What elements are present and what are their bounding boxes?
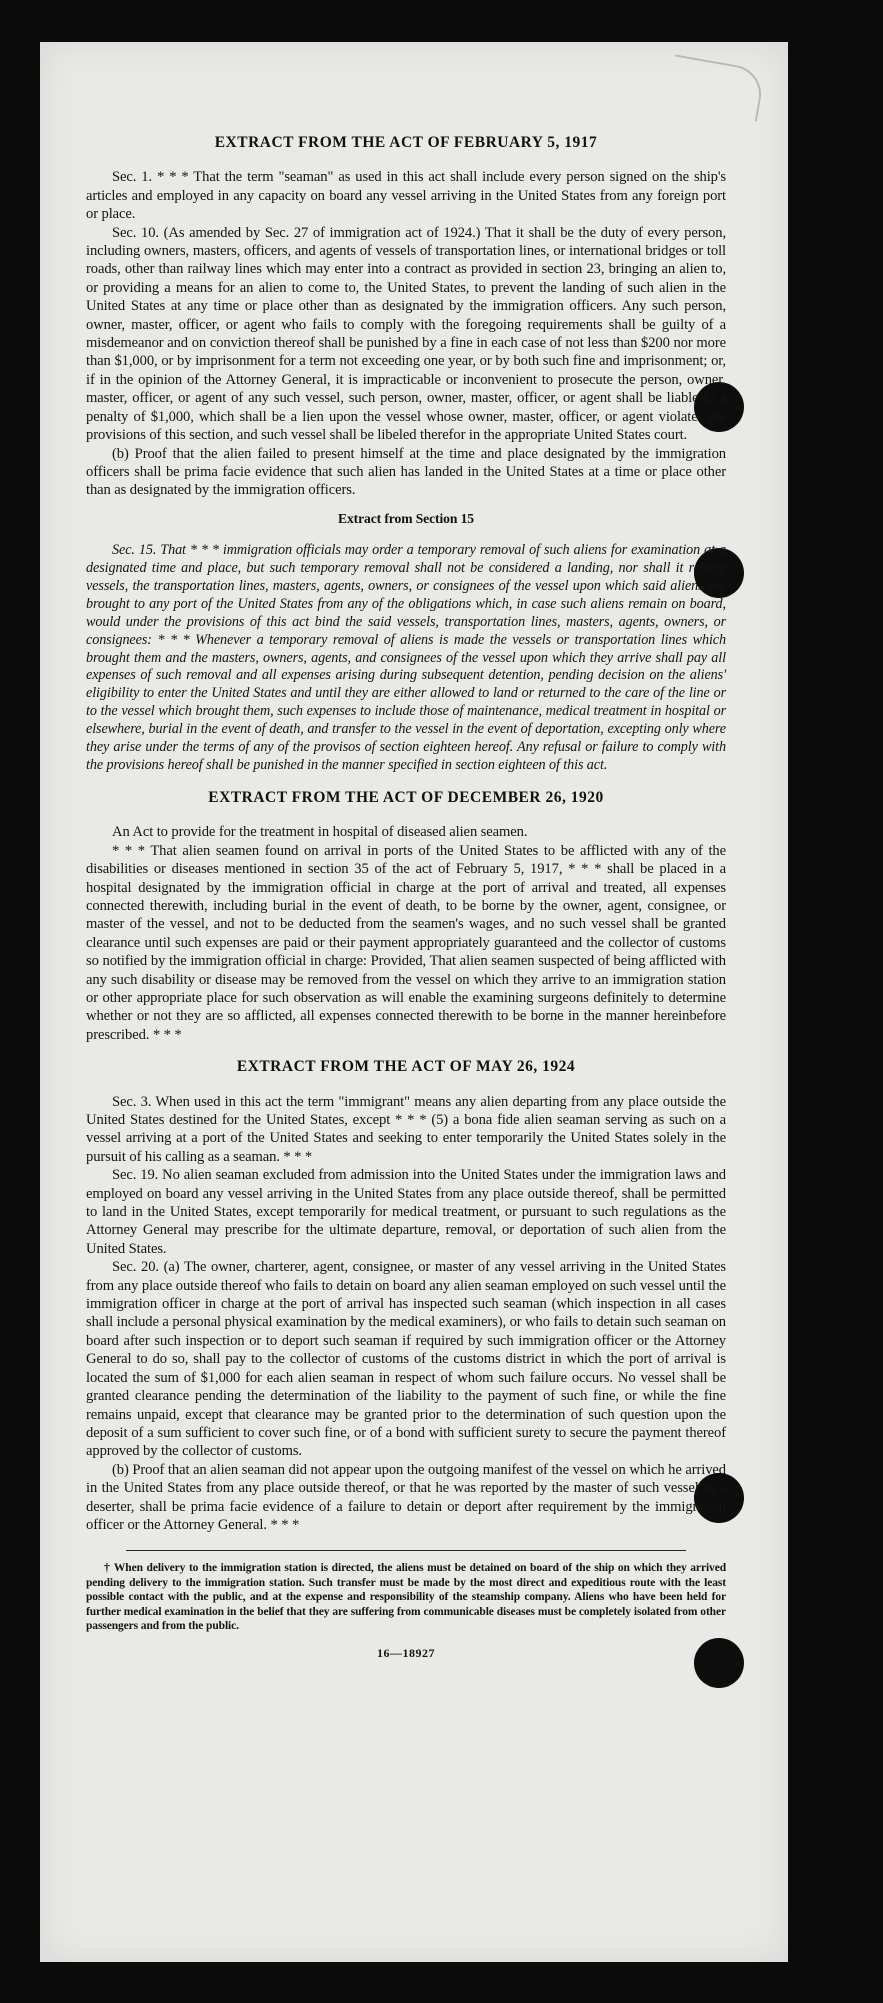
heading-act-1917: EXTRACT FROM THE ACT OF FEBRUARY 5, 1917	[214, 134, 598, 151]
paragraph-sec20b: (b) Proof that an alien seaman did not appear upon the outgoing manifest of the vessel on which he arrived in the United States from any place outside thereof, or that he was reported by the master of such vessel as a deserter, shall be prima facie evidence of a failure to detain or deport after requirement by the immigration officer or the Attorney General. * * *	[86, 1461, 726, 1533]
paragraph-sec10: Sec. 10. (As amended by Sec. 27 of immigration act of 1924.) That it shall be the duty of every person, including owners, masters, officers, and agents of vessels of transportation lines, or international bridges or toll roads, other than railway lines which may enter into a contract as provided in section 23, bringing an alien to, or providing a means for an alien to come to, the United States, to prevent the landing of such alien in the United States at any time or place other than as designated by the immigration officers. Any such person, owner, master, officer, or agent who fails to comply with the foregoing requirements shall be guilty of a misdemeanor and on conviction thereof shall be punished by a fine in each case of not less than $200 nor more than $1,000, or by imprisonment for a term not exceeding one year, or by both such fine and imprisonment; or, if in the opinion of the Attorney General, it is impracticable or inconvenient to prosecute the person, owner, master, officer, or agent of any such vessel, such person, owner, master, officer, or agent shall be liable to a penalty of $1,000, which shall be a lien upon the vessel whose owner, master, officer, or agent violates the provisions of this section, and such vessel shall be libeled therefor in the appropriate United States court.	[86, 224, 726, 444]
heading-act-1920: EXTRACT FROM THE ACT OF DECEMBER 26, 1920	[208, 788, 604, 806]
paragraph-sec3: Sec. 3. When used in this act the term "immigrant" means any alien departing from any place outside the United States destined for the United States, except * * * (5) a bona fide alien seaman serving as such on a vessel arriving at a port of the United States and seeking to enter temporarily the United States solely in the pursuit of his calling as a seaman. * * *	[86, 1093, 726, 1165]
paragraph-sec20a: Sec. 20. (a) The owner, charterer, agent, consignee, or master of any vessel arriving in the United States from any place outside thereof who fails to detain on board any alien seaman employed on such vessel until the immigration officer in charge at the port of arrival has inspected such seaman (which inspection in all cases shall include a personal physical examination by the medical examiners), or who fails to detain such seaman on board after such inspection or to deport such seaman if required by such immigration officer or the Attorney General to do so, shall pay to the collector of customs of the customs district in which the port of arrival is located the sum of $1,000 for each alien seaman in respect of whom such failure occurs. No vessel shall be granted clearance pending the determination of the liability to the payment of such fine, or while the fine remains unpaid, except that clearance may be granted prior to the determination of such question upon the deposit of a sum sufficient to cover such fine, or of a bond with sufficient surety to secure the payment thereof approved by the collector of customs.	[86, 1259, 726, 1460]
paragraph-sec15: Sec. 15. That * * * immigration officials may order a temporary removal of such aliens for examination at a designated time and place, but such temporary removal shall not be considered a landing, nor shall it relieve vessels, the transportation lines, masters, agents, owners, or consignees of the vessel upon which said aliens are brought to any port of the United States from any of the obligations which, in case such aliens remain on board, would under the provisions of this act bind the said vessels, transportation lines, masters, agents, owners, or consignees: * * * Whenever a temporary removal of aliens is made the vessels or transportation lines which brought them and the masters, owners, agents, and consignees of the vessel upon which they arrive shall pay all expenses of such removal and all expenses arising during subsequent detention, pending decision on the aliens' eligibility to enter the United States and until they are either allowed to land or returned to the care of the line or to the vessel which brought them, such expenses to include those of maintenance, medical treatment in hospital or elsewhere, burial in the event of death, and transfer to the vessel in the event of deportation, excepting only where they arise under the terms of any of the provisos of section eighteen hereof. Any refusal or failure to comply with the provisions hereof shall be punished in the manner specified in section eighteen of this act.	[86, 542, 726, 773]
footnote: † When delivery to the immigration station is directed, the aliens must be detained on board of the ship on which they arrived pending delivery to the immigration station. Such transfer must be made by the most direct and expeditious route with the least possible contact with the public, and at the expense and responsibility of the steamship company. Aliens who have been held for further medical examination in the belief that they are suffering from communicable diseases must be completely isolated from other passengers and from the public.	[86, 1562, 726, 1633]
corner-mark	[666, 54, 766, 121]
paragraph-sec1: Sec. 1. * * * That the term "seaman" as used in this act shall include every person signed on the ship's articles and employed in any capacity on board any vessel arriving in the United States from any foreign port or place.	[86, 169, 726, 223]
heading-act-1924: EXTRACT FROM THE ACT OF MAY 26, 1924	[236, 1058, 576, 1076]
paragraph-sec10b: (b) Proof that the alien failed to present himself at the time and place designated by the immigration officers shall be prima facie evidence that such alien has landed in the United States at a time or place other than as designated by the immigration officers.	[86, 445, 726, 499]
paragraph-sec19: Sec. 19. No alien seaman excluded from admission into the United States under the immigration laws and employed on board any vessel arriving in the United States from any place outside thereof, shall be permitted to land in the United States, except temporarily for medical treatment, or pursuant to such regulations as the Attorney General may prescribe for the ultimate departure, removal, or deportation of such alien from the United States.	[86, 1167, 726, 1257]
document-body	[86, 134, 726, 1662]
paragraph-1920-body: * * * That alien seamen found on arrival in ports of the United States to be afflicted with any of the disabilities or diseases mentioned in section 35 of the act of February 5, 1917, * * * shall be placed in a hospital designated by the immigration official in charge at the port of arrival and treated, all expenses connected therewith, including burial in the event of death, to be borne by the owner, agent, consignee, or master of the vessel, and not to be deducted from the seamen's wages, and no such vessel shall be granted clearance until such expenses are paid or their payment appropriately guaranteed and the collector of customs so notified by the immigration official in charge: Provided, That alien seamen suspected of being afflicted with any such disability or disease may be removed from the vessel on which they arrive to an immigration station or other appropriate place for such observation as will enable the examining surgeons definitely to determine whether or not they are so afflicted, all expenses connected therewith to be borne in the manner hereinbefore prescribed. * * *	[86, 842, 726, 1043]
page-number: 16—18927	[377, 1645, 435, 1660]
heading-section-15: Extract from Section 15	[338, 510, 474, 526]
paragraph-1920-title: An Act to provide for the treatment in hospital of diseased alien seamen.	[112, 824, 528, 841]
footnote-divider	[126, 1550, 686, 1551]
